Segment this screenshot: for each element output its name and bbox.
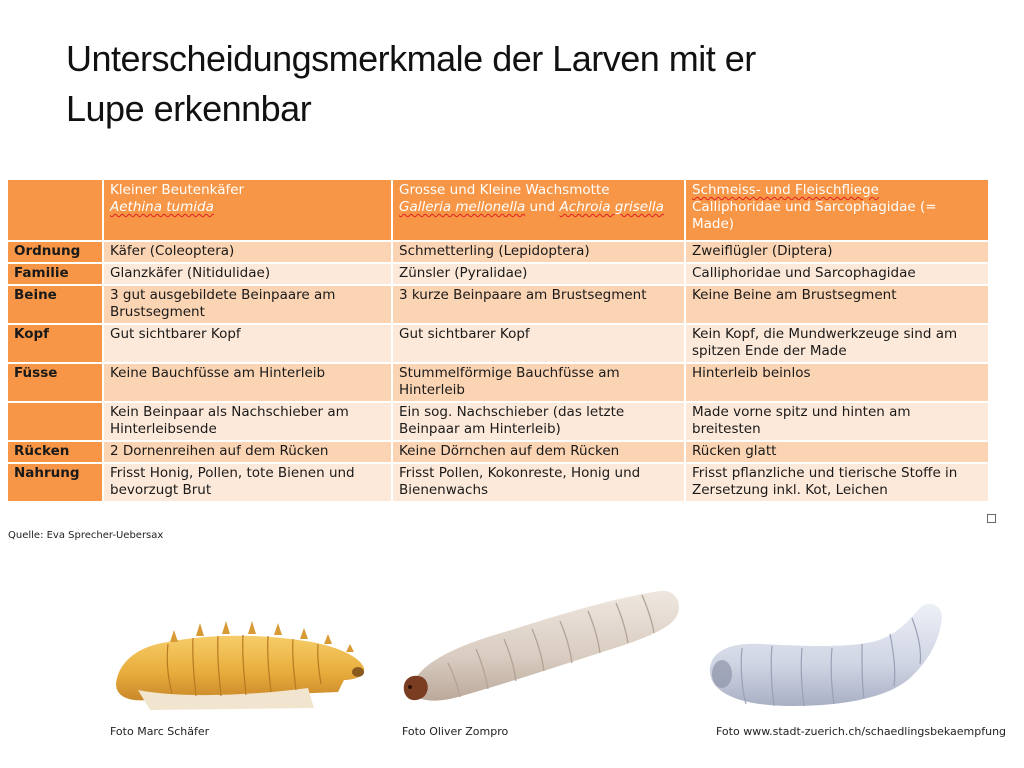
title-line-2: Lupe erkennbar (66, 88, 312, 129)
resize-handle[interactable] (987, 514, 996, 523)
table-cell: Keine Bauchfüsse am Hinterleib (103, 363, 392, 402)
table-cell: Gut sichtbarer Kopf (103, 324, 392, 363)
comparison-table (6, 178, 990, 503)
table-cell: Kein Kopf, die Mundwerkzeuge sind am spitzen Ende der Made (685, 324, 989, 363)
header-fly (685, 179, 989, 241)
table-row (7, 363, 989, 402)
row-label: Ordnung (7, 241, 103, 263)
table-row (7, 263, 989, 285)
row-label: Kopf (7, 324, 103, 363)
table-row (7, 441, 989, 463)
table-row (7, 324, 989, 363)
table-cell: 3 gut ausgebildete Beinpaare am Brustsegment (103, 285, 392, 324)
table-cell: Ein sog. Nachschieber (das letzte Beinpaar am Hinterleib) (392, 402, 685, 441)
table-cell: Keine Beine am Brustsegment (685, 285, 989, 324)
table-cell: Zünsler (Pyralidae) (392, 263, 685, 285)
table-cell: Calliphoridae und Sarcophagidae (685, 263, 989, 285)
row-label: Beine (7, 285, 103, 324)
header-beetle-name: Kleiner Beutenkäfer (110, 182, 245, 198)
table-cell: Gut sichtbarer Kopf (392, 324, 685, 363)
row-label: Familie (7, 263, 103, 285)
photo-credit-3: Foto www.stadt-zuerich.ch/schaedlingsbekaempfung (716, 725, 1007, 738)
table-row (7, 463, 989, 502)
table-cell: Frisst pflanzliche und tierische Stoffe in Zersetzung inkl. Kot, Leichen (685, 463, 989, 502)
header-moth (392, 179, 685, 241)
table-cell: Kein Beinpaar als Nachschieber am Hinterleibsende (103, 402, 392, 441)
slide-title (66, 34, 966, 134)
header-beetle (103, 179, 392, 241)
row-label: Füsse (7, 363, 103, 402)
table-header-row (7, 179, 989, 241)
photo-credit-2: Foto Oliver Zompro (402, 725, 509, 738)
header-moth-latin2: Achroia grisella (559, 199, 664, 215)
table-cell: 3 kurze Beinpaare am Brustsegment (392, 285, 685, 324)
table-row (7, 285, 989, 324)
table-cell: Hinterleib beinlos (685, 363, 989, 402)
table-cell: Schmetterling (Lepidoptera) (392, 241, 685, 263)
row-label (7, 402, 103, 441)
header-fly-latin: Calliphoridae und Sarcophagidae (= Made) (692, 199, 937, 232)
source-note: Quelle: Eva Sprecher-Uebersax (8, 530, 164, 541)
table-cell: Glanzkäfer (Nitidulidae) (103, 263, 392, 285)
header-moth-name: Grosse und Kleine Wachsmotte (399, 182, 610, 198)
title-line-1: Unterscheidungsmerkmale der Larven mit er (66, 38, 756, 79)
photo-credit-1: Foto Marc Schäfer (110, 725, 210, 738)
table-row (7, 241, 989, 263)
header-moth-joiner: und (525, 199, 560, 215)
table-cell: Frisst Pollen, Kokonreste, Honig und Bienenwachs (392, 463, 685, 502)
header-moth-latin: Galleria mellonella (399, 199, 526, 215)
header-beetle-latin: Aethina tumida (110, 199, 214, 215)
row-label: Nahrung (7, 463, 103, 502)
maggot-image (702, 598, 952, 716)
beetle-larva-image (108, 612, 370, 714)
table-cell: Zweiflügler (Diptera) (685, 241, 989, 263)
header-fly-name: Schmeiss- und Fleischfliege (692, 182, 879, 198)
table-cell: Käfer (Coleoptera) (103, 241, 392, 263)
table-cell: Frisst Honig, Pollen, tote Bienen und bevorzugt Brut (103, 463, 392, 502)
wax-moth-larva-image (398, 583, 684, 715)
row-label: Rücken (7, 441, 103, 463)
table-cell: Keine Dörnchen auf dem Rücken (392, 441, 685, 463)
table-cell: Made vorne spitz und hinten am breitesten (685, 402, 989, 441)
table-row (7, 402, 989, 441)
header-corner (7, 179, 103, 241)
table-cell: 2 Dornenreihen auf dem Rücken (103, 441, 392, 463)
table-cell: Rücken glatt (685, 441, 989, 463)
table-cell: Stummelförmige Bauchfüsse am Hinterleib (392, 363, 685, 402)
